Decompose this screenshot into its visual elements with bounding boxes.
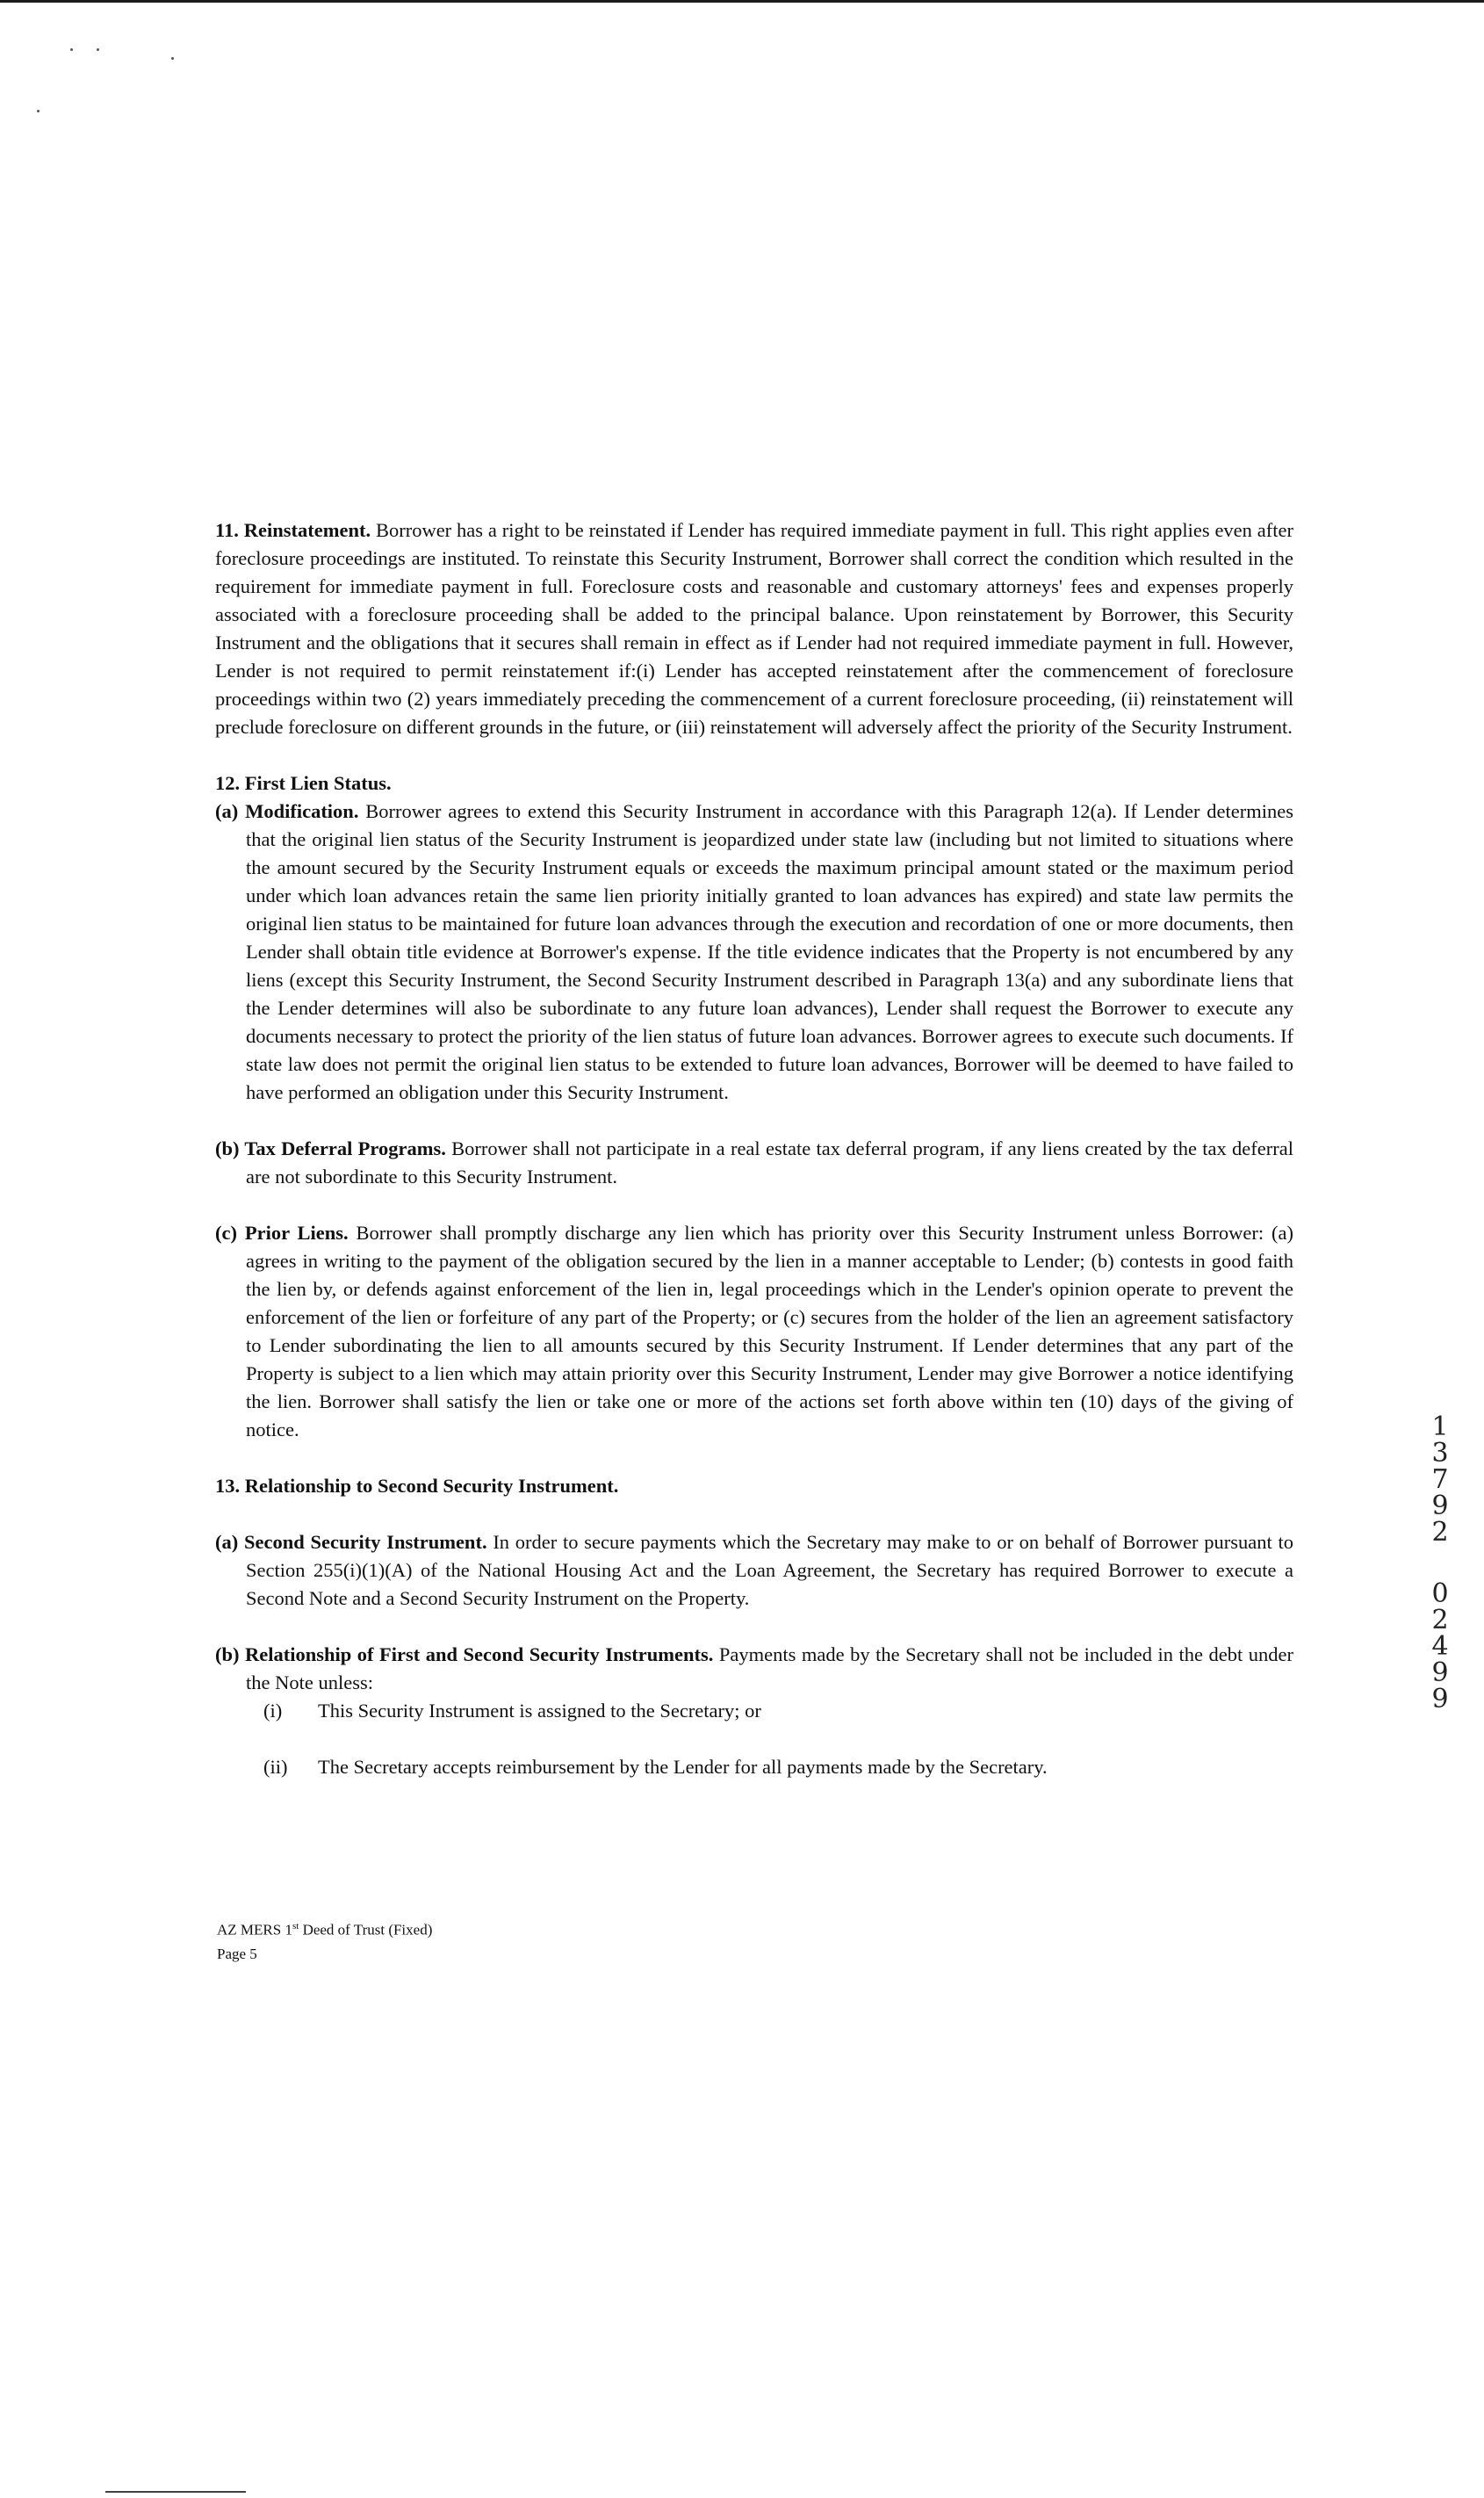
section-12a-modification <box>215 798 1293 1107</box>
section-12b-paragraph <box>215 1135 1293 1191</box>
stamp-digit: 7 <box>1431 1464 1449 1495</box>
top-scan-edge <box>0 0 1484 3</box>
section-13a-heading: (a) Second Security Instrument. <box>215 1531 487 1553</box>
stamp-digit: 1 <box>1431 1411 1449 1442</box>
footer-form-sup: st <box>292 1921 299 1931</box>
stamp-digit: 9 <box>1431 1684 1449 1715</box>
list-item <box>263 1753 1293 1781</box>
section-11-paragraph <box>215 516 1293 741</box>
section-11-text: Borrower has a right to be reinstated if Lender has required immediate payment in full. This right applies even after foreclosure proceedings are instituted. To reinstate this Security Instrument, Borrower shall correct the condition which resulted in the requirement for immediate payment in full. Foreclosure costs and reasonable and customary attorneys' fees and expenses properly associated with a foreclosure proceeding shall be added to the principal balance. Upon reinstatement by Borrower, this Security Instrument and the obligations that it secures shall remain in effect as if Lender had not required immediate payment in full. However, Lender is not required to permit reinstatement if:(i) Lender has accepted reinstatement after the commencement of foreclosure proceedings within two (2) years immediately preceding the commencement of a current foreclosure proceeding, (ii) reinstatement will preclude foreclosure on different grounds in the future, or (iii) reinstatement will adversely affect the priority of the Security Instrument. <box>215 519 1293 738</box>
list-item-text: This Security Instrument is assigned to the Secretary; or <box>318 1700 761 1722</box>
section-13b-conditions-list <box>215 1697 1293 1781</box>
section-13-heading: 13. Relationship to Second Security Instrument. <box>215 1475 619 1497</box>
section-12-first-lien-status <box>215 769 1293 1444</box>
stamp-digit: 9 <box>1431 1491 1449 1521</box>
footer-form-prefix: AZ MERS 1 <box>217 1921 292 1938</box>
section-12a-heading: (a) Modification. <box>215 800 359 822</box>
list-item-number: (i) <box>263 1700 283 1722</box>
document-body <box>215 516 1293 1809</box>
scan-speck <box>37 110 40 112</box>
section-13-relationship <box>215 1472 1293 1781</box>
section-13a-text: In order to secure payments which the Secretary may make to or on behalf of Borrower pursuant to Section 255(i)(1)(A) of the National Housing Act and the Loan Agreement, the Secretary has required Borrower to execute a Second Note and a Second Security Instrument on the Property. <box>246 1531 1294 1609</box>
stamp-digit: 3 <box>1431 1438 1449 1469</box>
section-12c-text: Borrower shall promptly discharge any lien which has priority over this Security Instrument unless Borrower: (a) agrees in writing to the payment of the obligation secured by the lien in a manner acceptable to Lender; (b) contests in good faith the lien by, or defends against enforcement of the lien in, legal proceedings which in the Lender's opinion operate to prevent the enforcement of the lien or forfeiture of any part of the Property; or (c) secures from the holder of the lien an agreement satisfactory to Lender subordinating the lien to all amounts secured by this Security Instrument. If Lender determines that any part of the Property is subject to a lien which may attain priority over this Security Instrument, Lender may give Borrower a notice identifying the lien. Borrower shall satisfy the lien or take one or more of the actions set forth above within ten (10) days of the giving of notice. <box>246 1222 1293 1440</box>
recording-stamp-number <box>1427 1411 1453 1715</box>
section-12a-paragraph <box>215 798 1293 1107</box>
list-item-text: The Secretary accepts reimbursement by the Lender for all payments made by the Secretary. <box>318 1756 1048 1778</box>
section-12b-heading: (b) Tax Deferral Programs. <box>215 1137 446 1159</box>
section-11-reinstatement <box>215 516 1293 741</box>
section-13b-relationship-first-second <box>215 1641 1293 1781</box>
section-12a-text: Borrower agrees to extend this Security Instrument in accordance with this Paragraph 12(a). If Lender determines that the original lien status of the Security Instrument is jeopardized under state law (including but not limited to situations where the amount secured by the Security Instrument equals or exceeds the maximum principal amount stated or the maximum period under which loan advances retain the same lien priority initially granted to loan advances has expired) and state law permits the original lien status to be maintained for future loan advances through the execution and recordation of one or more documents, then Lender shall obtain title evidence at Borrower's expense. If the title evidence indicates that the Property is not encumbered by any liens (except this Security Instrument, the Second Security Instrument described in Paragraph 13(a) and any subordinate liens that the Lender determines will also be subordinate to any future loan advances), Lender shall request the Borrower to execute any documents necessary to protect the priority of the lien status of future loan advances. Borrower agrees to execute such documents. If state law does not permit the original lien status to be extended to future loan advances, Borrower will be deemed to have failed to have performed an obligation under this Security Instrument. <box>246 800 1293 1103</box>
section-13b-text: Payments made by the Secretary shall not be included in the debt under the Note unless: <box>246 1643 1294 1693</box>
stamp-digit: 2 <box>1431 1605 1449 1635</box>
page-footer <box>217 1915 432 1966</box>
scan-speck <box>97 48 99 51</box>
section-13b-paragraph <box>215 1641 1293 1697</box>
section-11-heading: 11. Reinstatement. <box>215 519 371 541</box>
scan-speck <box>70 48 73 51</box>
bottom-scan-edge <box>105 2491 246 2493</box>
section-12-heading: 12. First Lien Status. <box>215 772 392 794</box>
section-13a-second-security-instrument <box>215 1528 1293 1613</box>
footer-form-suffix: Deed of Trust (Fixed) <box>299 1921 433 1938</box>
section-12c-heading: (c) Prior Liens. <box>215 1222 349 1244</box>
stamp-digit: 9 <box>1431 1657 1449 1688</box>
section-12b-tax-deferral <box>215 1135 1293 1191</box>
list-item <box>263 1697 1293 1725</box>
footer-page-number: Page 5 <box>217 1945 257 1962</box>
scan-speck <box>171 57 174 60</box>
stamp-digit: 0 <box>1431 1578 1449 1609</box>
section-12c-prior-liens <box>215 1219 1293 1444</box>
section-13b-heading: (b) Relationship of First and Second Security Instruments. <box>215 1643 714 1665</box>
stamp-digit: 4 <box>1431 1631 1449 1662</box>
list-item-number: (ii) <box>263 1756 288 1778</box>
stamp-gap <box>1427 1546 1453 1581</box>
section-12b-text: Borrower shall not participate in a real estate tax deferral program, if any liens created by the tax deferral are not subordinate to this Security Instrument. <box>246 1137 1293 1188</box>
stamp-digit: 2 <box>1431 1517 1449 1548</box>
section-12c-paragraph <box>215 1219 1293 1444</box>
footer-form-id <box>217 1915 432 1942</box>
section-13a-paragraph <box>215 1528 1293 1613</box>
